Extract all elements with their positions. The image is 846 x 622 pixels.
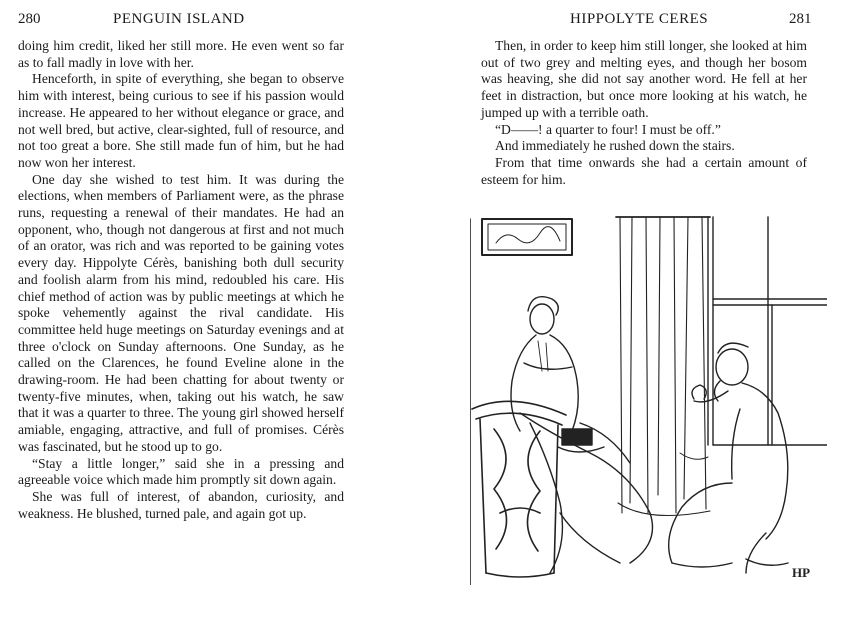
paragraph: Henceforth, in spite of everything, she began to observe him with interest, being curious to see if his passion would increase. He appeared to her without elegance or grace, and not well bred, but active, clear-sighted, full of resource, and not too great a bore. She still made fun of him, but he had now won her interest. — [18, 71, 344, 170]
right-page — [423, 0, 846, 622]
window — [708, 217, 827, 445]
paragraph: doing him credit, liked her still more. He even went so far as to fall madly in love with her. — [18, 38, 344, 70]
body-text — [481, 38, 807, 188]
running-head: PENGUIN ISLAND — [113, 11, 245, 27]
chair — [472, 401, 566, 577]
curtain — [616, 217, 710, 516]
paragraph: And immediately he rushed down the stairs. — [495, 138, 735, 154]
body-text — [18, 38, 344, 522]
page-number: 281 — [789, 11, 812, 27]
artist-monogram: HP — [792, 565, 811, 580]
wall-picture — [482, 219, 572, 255]
illustration — [470, 213, 827, 585]
paragraph: One day she wished to test him. It was during the elections, when members of Parliament were, as the phrase runs, requesting a renewal of their mandates. He had an opponent, who, though not dangerous at first and not much of an orator, was rich and was reported to be gaining votes every day. Hippolyte Cérès, banishing both dull security and foolish alarm from his mind, redoubled his care. His chief method of action was by public meetings at which he spoke vehemently against the rival candidate. His committee held huge meetings on Saturday evenings and at three o'clock on Sunday afternoons. One Sunday, as he called on the Clarences, he found Eveline alone in the drawing-room. He had been chatting for about twenty or twenty-five minutes, when, taking out his watch, he saw that it was a quarter to three. The young girl showed herself amiable, engaging, attractive, and full of promises. Cérès was fascinated, but he stood up to go. — [18, 171, 344, 454]
paragraph: “D——! a quarter to four! I must be off.” — [495, 121, 721, 137]
paragraph: She was full of interest, of abandon, curiosity, and weakness. He blushed, turned pale, and again got up. — [18, 488, 344, 521]
kneeling-man — [669, 343, 788, 573]
paragraph: “Stay a little longer,” said she in a pressing and agreeable voice which made him promptly sit down again. — [18, 455, 344, 488]
running-head: HIPPOLYTE CERES — [570, 11, 709, 27]
paragraph: Then, in order to keep him still longer, she looked at him out of two grey and melting eyes, and though her bosom was heaving, she did not say another word. He fell at her feet in distraction, but once more looking at his watch, he jumped up with a terrible oath. — [481, 38, 807, 120]
page-number: 280 — [18, 11, 41, 27]
paragraph: From that time onwards she had a certain amount of esteem for him. — [481, 154, 807, 187]
